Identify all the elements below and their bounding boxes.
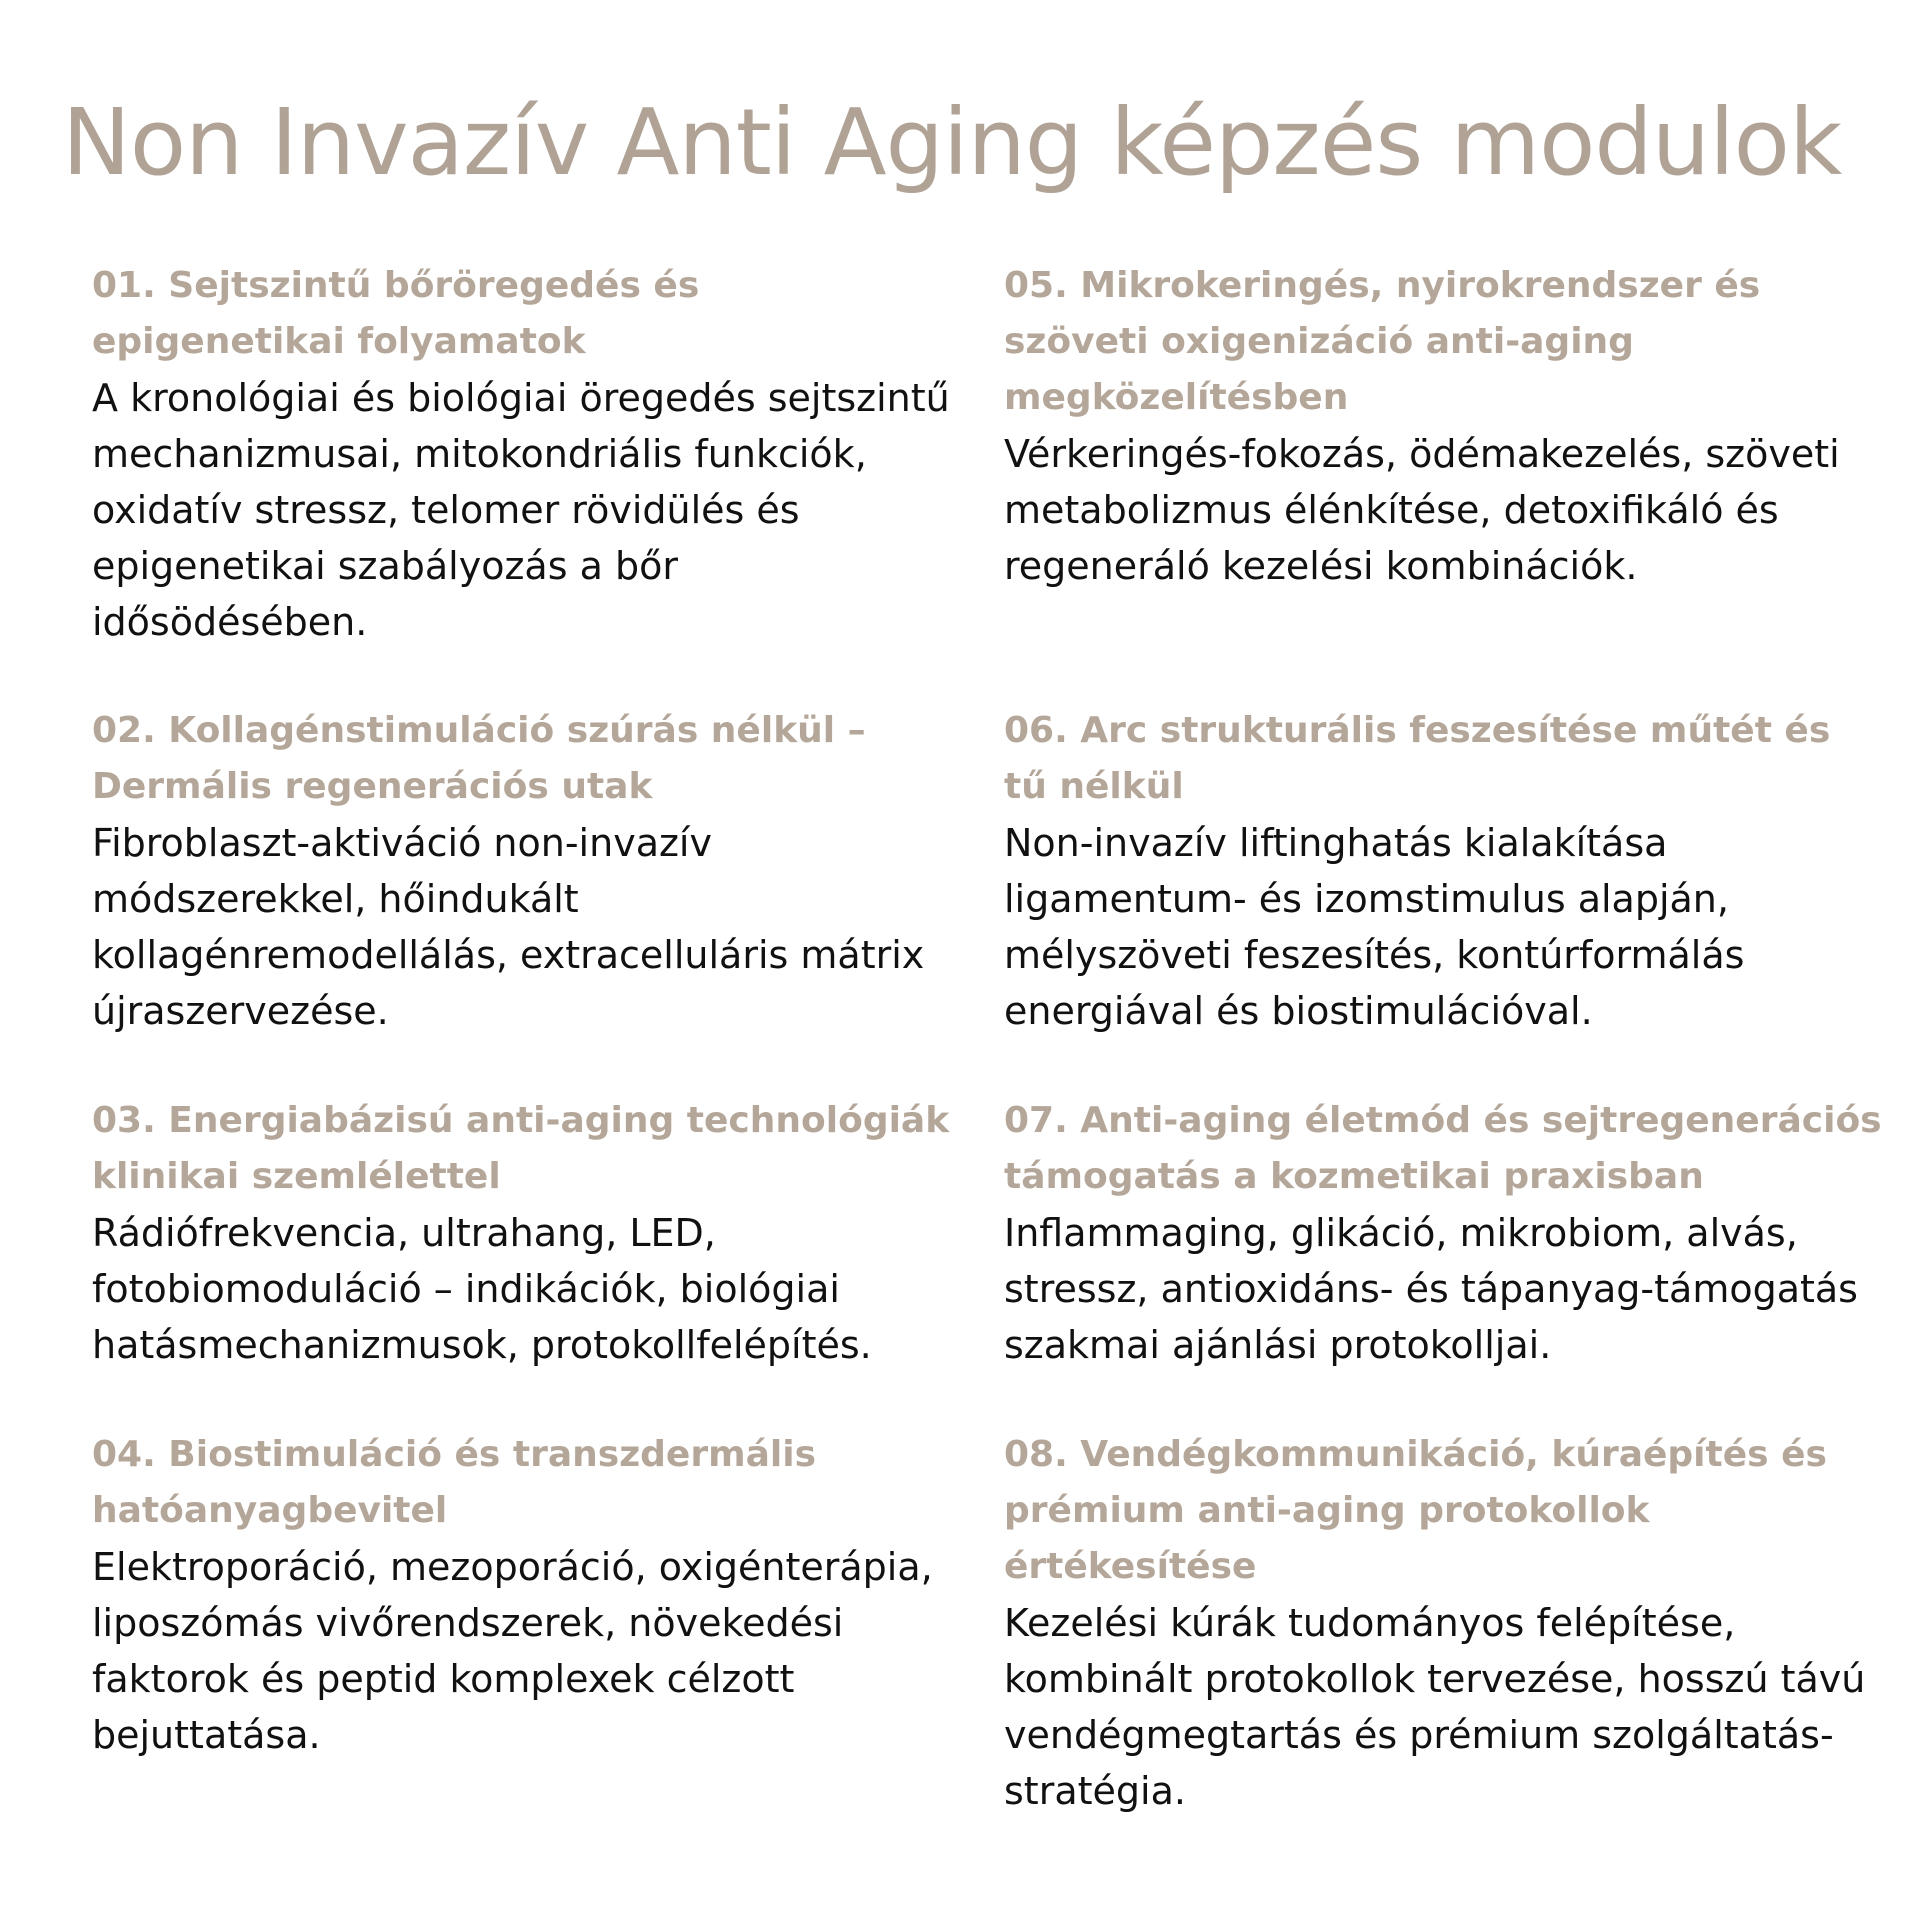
- module-description: Non-invazív liftinghatás kialakítása ligamentum- és izomstimulus alapján, mélyszöveti feszesítés, kontúrformálás energiával és biostimulációval.: [1004, 821, 1745, 1033]
- module-08: [1004, 1427, 1884, 1819]
- module-heading: 05. Mikrokeringés, nyirokrendszer és szöveti oxigenizáció anti-aging megközelítésben: [1004, 265, 1761, 418]
- module-description: Fibroblaszt-aktiváció non-invazív módszerekkel, hőindukált kollagénremodellálás, extracelluláris mátrix újraszervezése.: [92, 821, 925, 1033]
- module-02: [92, 703, 962, 1039]
- module-01: [92, 258, 962, 650]
- module-description: Rádiófrekvencia, ultrahang, LED, fotobiomoduláció – indikációk, biológiai hatásmechanizmusok, protokollfelépítés.: [92, 1211, 872, 1367]
- module-heading: 02. Kollagénstimuláció szúrás nélkül – Dermális regenerációs utak: [92, 710, 866, 807]
- module-description: A kronológiai és biológiai öregedés sejtszintű mechanizmusai, mitokondriális funkciók, oxidatív stressz, telomer rövidülés és epigenetikai szabályozás a bőr idősödésében.: [92, 376, 950, 644]
- module-heading: 08. Vendégkommunikáció, kúraépítés és prémium anti-aging protokollok értékesítése: [1004, 1434, 1827, 1587]
- page-title: Non Invazív Anti Aging képzés modulok: [62, 89, 1842, 196]
- module-heading: 01. Sejtszintű bőröregedés és epigenetikai folyamatok: [92, 265, 700, 362]
- module-description: Elektroporáció, mezoporáció, oxigénterápia, liposzómás vivőrendszerek, növekedési faktorok és peptid komplexek célzott bejuttatása.: [92, 1545, 933, 1757]
- module-heading: 06. Arc strukturális feszesítése műtét és tű nélkül: [1004, 710, 1831, 807]
- module-description: Kezelési kúrák tudományos felépítése, kombinált protokollok tervezése, hosszú távú vendégmegtartás és prémium szolgáltatás-stratégia.: [1004, 1601, 1866, 1813]
- module-heading: 03. Energiabázisú anti-aging technológiák klinikai szemlélettel: [92, 1100, 950, 1197]
- module-description: Inflammaging, glikáció, mikrobiom, alvás, stressz, antioxidáns- és tápanyag-támogatás szakmai ajánlási protokolljai.: [1004, 1211, 1858, 1367]
- module-06: [1004, 703, 1884, 1039]
- module-heading: 07. Anti-aging életmód és sejtregenerációs támogatás a kozmetikai praxisban: [1004, 1100, 1882, 1197]
- module-04: [92, 1427, 962, 1763]
- module-07: [1004, 1093, 1884, 1373]
- module-05: [1004, 258, 1884, 594]
- module-03: [92, 1093, 962, 1373]
- module-description: Vérkeringés-fokozás, ödémakezelés, szöveti metabolizmus élénkítése, detoxifikáló és regeneráló kezelési kombinációk.: [1004, 432, 1840, 588]
- module-heading: 04. Biostimuláció és transzdermális hatóanyagbevitel: [92, 1434, 817, 1531]
